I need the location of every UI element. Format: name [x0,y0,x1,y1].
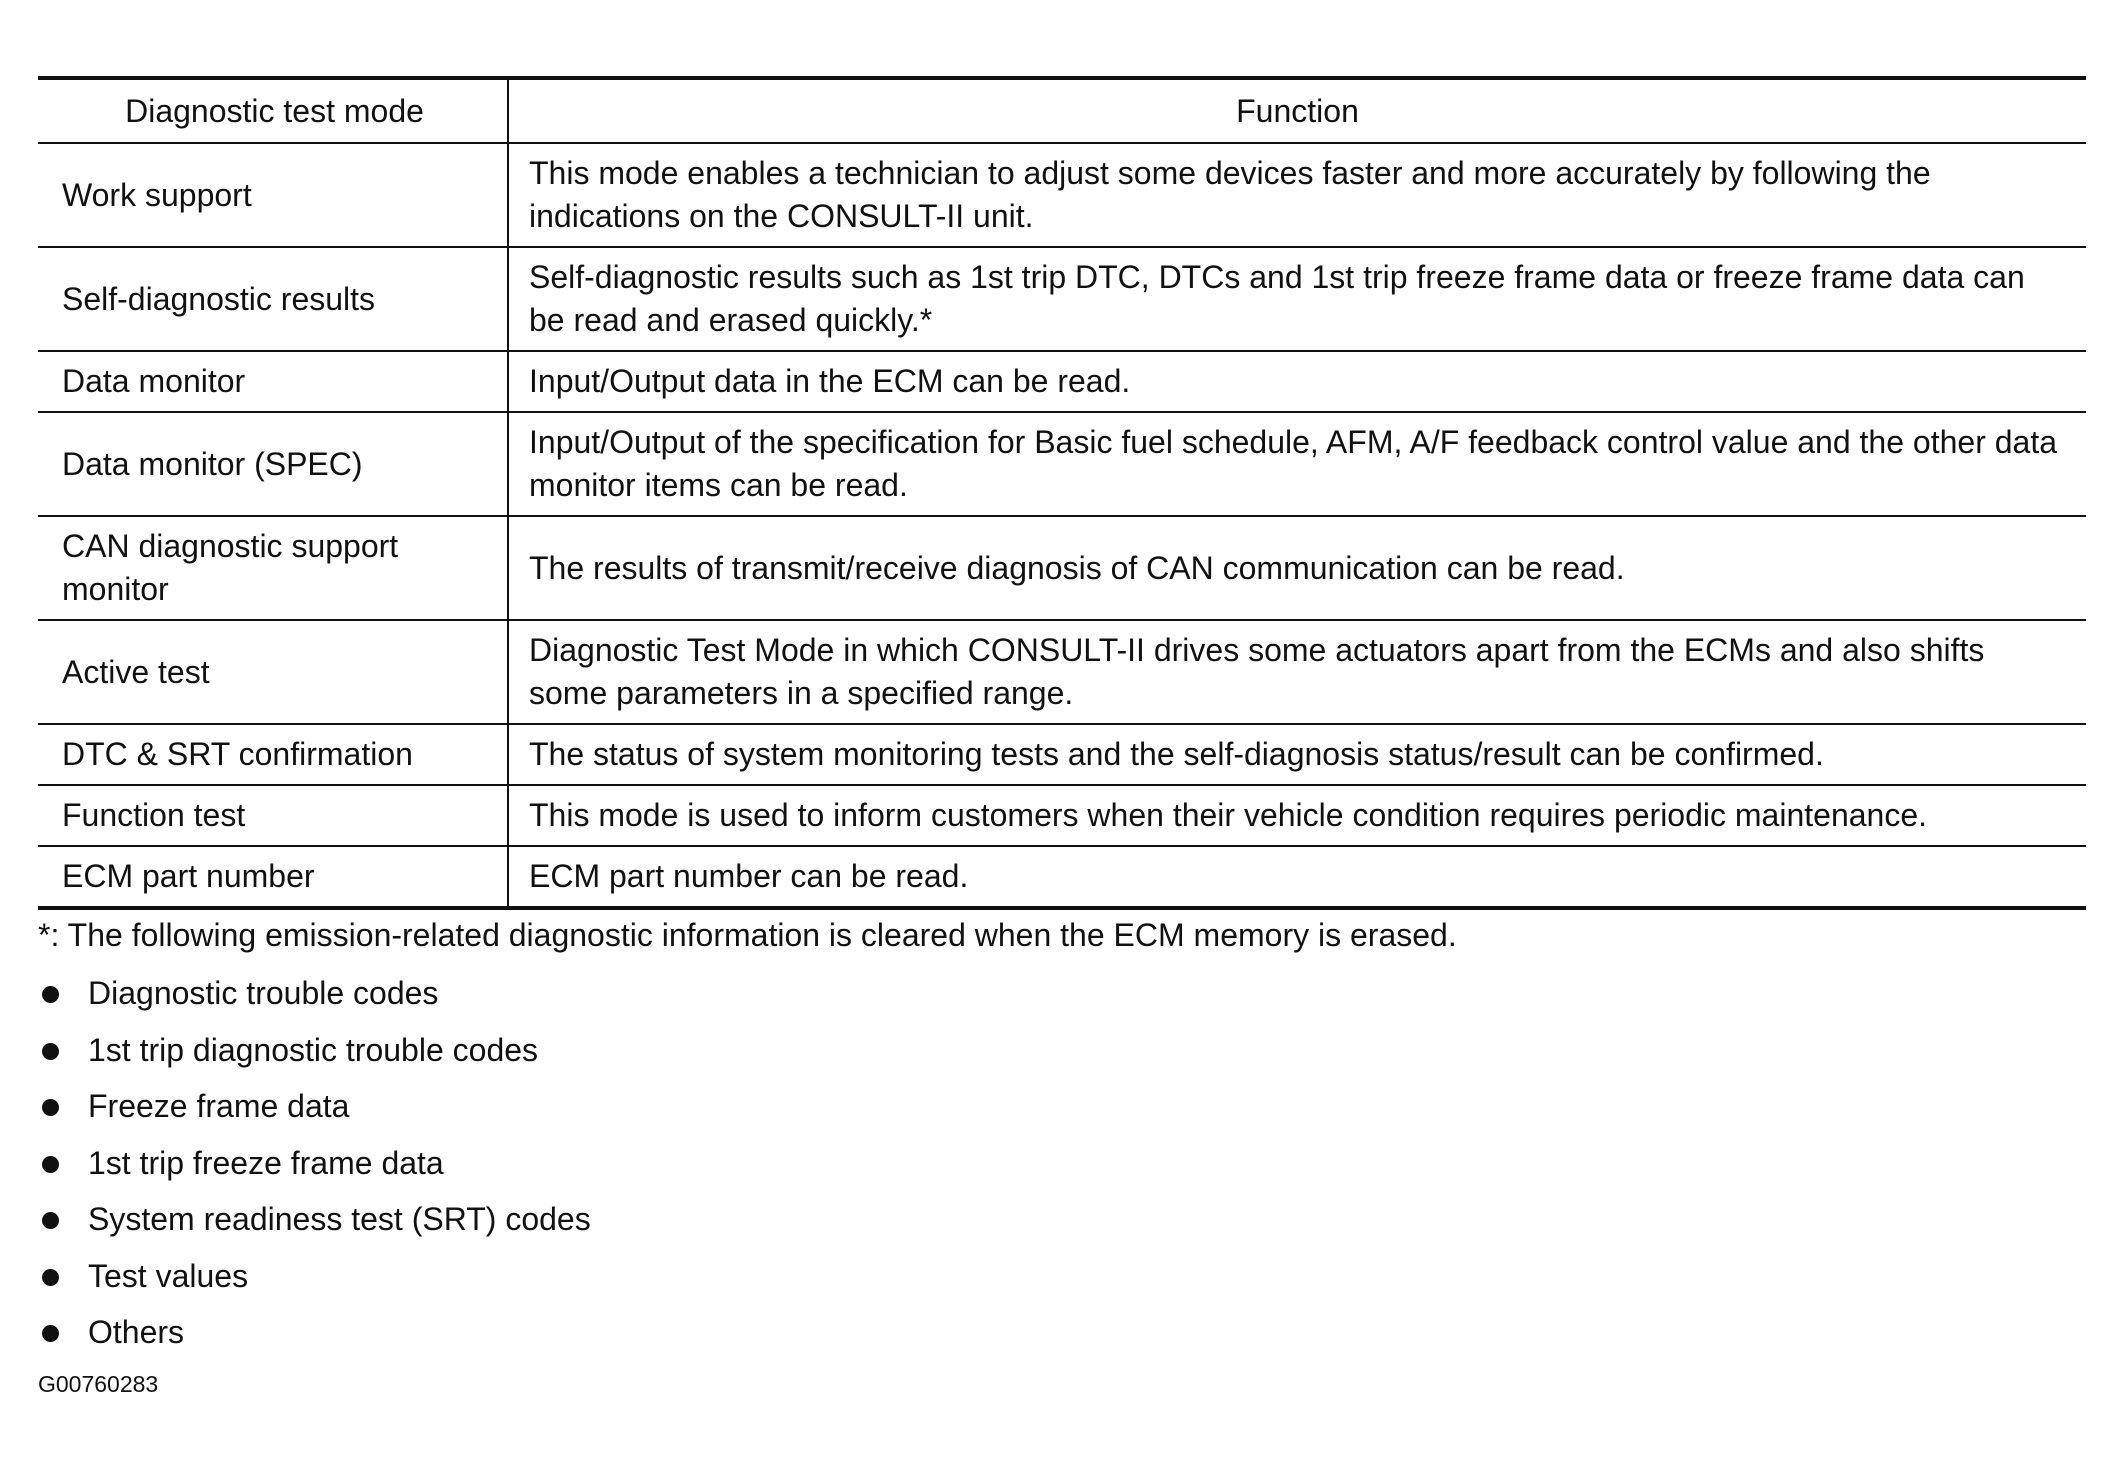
bullet-icon [42,986,59,1003]
table-row [38,247,2086,351]
list-item [38,1143,591,1200]
bullet-icon [42,1043,59,1060]
function-cell: This mode enables a technician to adjust some devices faster and more accurately by following the indications on the CONSULT-II unit. [508,143,2086,247]
list-item [38,1312,591,1369]
mode-cell: Self-diagnostic results [38,247,508,351]
list-item [38,1030,591,1087]
table-row [38,143,2086,247]
function-cell: Diagnostic Test Mode in which CONSULT-II drives some actuators apart from the ECMs and also shifts some parameters in a specified range. [508,620,2086,724]
bullet-icon [42,1099,59,1116]
list-item [38,1086,591,1143]
mode-cell: Work support [38,143,508,247]
table-row [38,620,2086,724]
function-cell: Input/Output of the specification for Basic fuel schedule, AFM, A/F feedback control value and the other data monitor items can be read. [508,412,2086,516]
table-row [38,351,2086,412]
table-row [38,846,2086,908]
mode-cell: CAN diagnostic support monitor [38,516,508,620]
list-item-text: Others [88,1314,185,1350]
function-cell: The status of system monitoring tests and the self-diagnosis status/result can be confirmed. [508,724,2086,785]
list-item-text: 1st trip diagnostic trouble codes [88,1031,539,1068]
list-item-text: System readiness test (SRT) codes [88,1201,591,1237]
list-item-text: Test values [88,1257,249,1294]
table-row [38,785,2086,846]
list-item [38,1199,591,1256]
figure-code: G00760283 [38,1371,159,1397]
table-row [38,724,2086,785]
list-item-text: 1st trip freeze frame data [88,1144,444,1181]
function-cell: Input/Output data in the ECM can be read. [508,351,2086,412]
mode-cell: DTC & SRT confirmation [38,724,508,785]
function-cell: Self-diagnostic results such as 1st trip DTC, DTCs and 1st trip freeze frame data or freeze frame data can be read and erased quickly.* [508,247,2086,351]
diagnostic-mode-table [38,76,2086,910]
cleared-info-list [38,973,591,1369]
function-cell: ECM part number can be read. [529,858,969,894]
bullet-icon [42,1325,59,1342]
bullet-icon [42,1269,59,1286]
bullet-icon [42,1212,59,1229]
list-item-text: Diagnostic trouble codes [88,975,439,1011]
mode-cell: Data monitor [38,351,508,412]
table-row [38,412,2086,516]
mode-cell: ECM part number [38,846,508,908]
mode-cell: Active test [38,620,508,724]
bullet-icon [42,1156,59,1173]
mode-cell: Data monitor (SPEC) [38,412,508,516]
mode-cell: Function test [38,785,508,846]
header-diagnostic-test-mode: Diagnostic test mode [38,78,508,143]
header-function: Function [508,78,2086,143]
list-item-text: Freeze frame data [88,1088,350,1124]
table-row [38,516,2086,620]
list-item [38,1256,591,1313]
table-header-row [38,78,2086,143]
footnote: *: The following emission-related diagnostic information is cleared when the ECM memory is erased. [38,917,1457,953]
list-item [38,973,591,1030]
function-cell: This mode is used to inform customers when their vehicle condition requires periodic maintenance. [508,785,2086,846]
function-cell: The results of transmit/receive diagnosis of CAN communication can be read. [508,516,2086,620]
